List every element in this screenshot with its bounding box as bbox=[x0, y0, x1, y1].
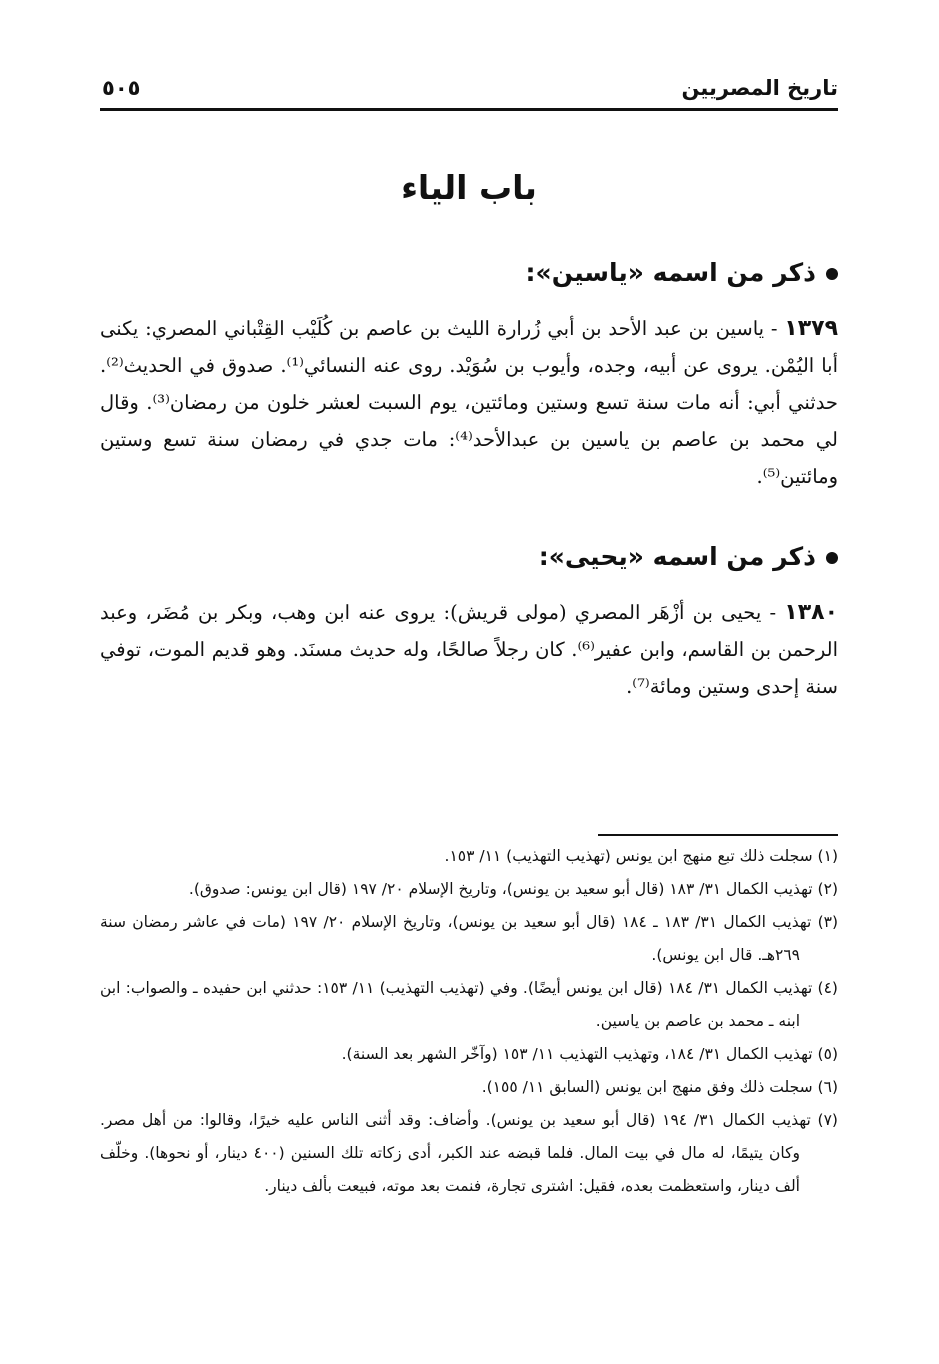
footnote-1: (١) سجلت ذلك تبع منهج ابن يونس (تهذيب التهذيب) ١١/ ١٥٣. bbox=[444, 847, 838, 865]
section-heading-yasin bbox=[100, 258, 838, 287]
entry-number: ١٣٧٩ bbox=[784, 316, 838, 341]
footnotes bbox=[100, 840, 838, 1203]
running-title: تاريخ المصريين bbox=[681, 76, 838, 100]
entry-number: ١٣٨٠ bbox=[784, 600, 838, 625]
entry-1380 bbox=[100, 594, 838, 705]
bullet-icon bbox=[826, 552, 838, 564]
footnote-2: (٢) تهذيب الكمال ٣١/ ١٨٣ (قال أبو سعيد بن يونس)، وتاريخ الإسلام ٢٠/ ١٩٧ (قال ابن يونس: صدوق). bbox=[188, 880, 838, 898]
footnote-3: (٣) تهذيب الكمال ٣١/ ١٨٣ ـ ١٨٤ (قال أبو سعيد بن يونس)، وتاريخ الإسلام ٢٠/ ١٩٧ (مات في عاشر رمضان سنة ٢٦٩هـ. قال ابن يونس). bbox=[100, 913, 839, 964]
section-heading-text: ذكر من اسمه «يحيى»: bbox=[538, 542, 816, 571]
entry-text: - يحيى بن أزْهَر المصري (مولى قريش): يروى عنه ابن وهب، وبكر بن مُضَر، وعبد الرحمن بن القاسم، وابن عفير⁽⁶⁾. كان رجلاً صالحًا، وله حديث مسنَد. وهو قديم الموت، توفي سنة إحدى وستين ومائة⁽⁷⁾. bbox=[100, 601, 838, 698]
footnote-4: (٤) تهذيب الكمال ٣١/ ١٨٤ (قال ابن يونس أيضًا). وفي (تهذيب التهذيب) ١١/ ١٥٣: حدثني ابن حفيده ـ والصواب: ابن ابنه ـ محمد بن عاصم بن ياسين. bbox=[100, 979, 838, 1030]
section-heading-yahya bbox=[100, 542, 838, 571]
footnote-5: (٥) تهذيب الكمال ٣١/ ١٨٤، وتهذيب التهذيب ١١/ ١٥٣ (وآخّر الشهر بعد السنة). bbox=[341, 1045, 838, 1063]
section-heading-text: ذكر من اسمه «ياسين»: bbox=[525, 258, 816, 287]
entry-text: - ياسين بن عبد الأحد بن أبي زُرارة الليث بن عاصم بن كُلَيْب القِتْباني المصري: يكنى أبا اليُمْن. يروى عن أبيه، وجده، وأيوب بن سُوَيْد. روى عنه النسائي⁽¹⁾. صدوق في الحديث⁽²⁾. حدثني أبي: أنه مات سنة تسع وستين ومائتين، يوم السبت لعشر خلون من رمضان⁽³⁾. وقال لي محمد بن عاصم بن ياسين بن عبدالأحد⁽⁴⁾: مات جدي في رمضان سنة تسع وستين ومائتين⁽⁵⁾. bbox=[100, 317, 838, 488]
chapter-title: باب الياء bbox=[401, 168, 537, 207]
page-number: ٥٠٥ bbox=[102, 76, 141, 100]
footnote-6: (٦) سجلت ذلك وفق منهج ابن يونس (السابق ١١/ ١٥٥). bbox=[481, 1078, 838, 1096]
running-header bbox=[100, 72, 838, 111]
footnote-separator bbox=[598, 834, 838, 836]
entry-1379 bbox=[100, 310, 838, 495]
footnote-7: (٧) تهذيب الكمال ٣١/ ١٩٤ (قال أبو سعيد بن يونس). وأضاف: وقد أثنى الناس عليه خيرًا، وقالوا: من أهل مصر. وكان يتيمًا، له مال في بيت المال. فلما قبضه عند الكبر، أدى زكاته تلك السنين (٤٠٠ دينار، أو نحوها). وخلّف ألف دينار، واستعظمت بعده، فقيل: اشترى تجارة، فنمت بعد موته، فبيعت بألف دينار. bbox=[100, 1111, 838, 1195]
bullet-icon bbox=[826, 268, 838, 280]
